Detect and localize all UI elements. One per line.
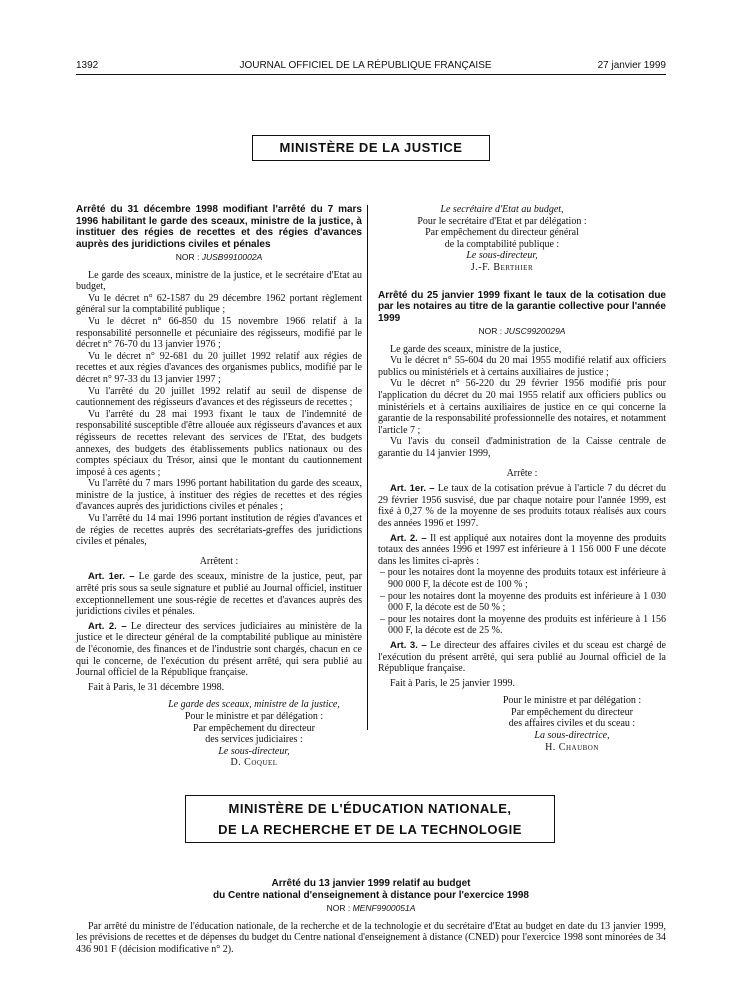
- arrete1-para: Vu le décret n° 62-1587 du 29 décembre 1962 portant règlement général sur la comptabilité publique ;: [76, 292, 362, 316]
- arrete1-signature-block: Le garde des sceaux, ministre de la justice, Pour le ministre et par délégation : Par empêchement du directeur des services judiciaires : Le sous-directeur, D. Coquel: [146, 699, 362, 769]
- arrete1-fait: Fait à Paris, le 31 décembre 1998.: [88, 681, 225, 693]
- ministry-education-box: [185, 795, 555, 843]
- arrete3-nor: NOR : MENF9900051A: [326, 903, 416, 913]
- arrete1-title: Arrêté du 31 décembre 1998 modifiant l'arrêté du 7 mars 1996 habilitant le garde des sceaux, ministre de la justice, à instituer des régies de recettes et des régies d'avances auprès des juridictions civiles et pénales: [76, 204, 362, 250]
- arrete2-para: Vu le décret n° 56-220 du 29 février 1956 modifié pris pour l'application du décret du 20 mai 1955 relatif aux officiers publics ou ministériels et à certains auxiliaires de justice en ce qui concerne la garantie de la responsabilité professionnelle des notaires, et notamment l'article 7 ;: [378, 378, 666, 436]
- arrete1-nor: NOR : JUSB9910002A: [175, 252, 263, 262]
- arrete1-article-1: Art. 1er. – Le garde des sceaux, ministre de la justice, peut, par arrêté pris sous sa seule signature et publié au Journal officiel, instituer exceptionnellement une sous-régie de recettes et d'avances auprès des juridictions civiles et pénales.: [76, 571, 362, 618]
- arrete2-para: Le garde des sceaux, ministre de la justice,: [390, 343, 562, 355]
- arrete2-signature-block: Pour le ministre et par délégation : Par empêchement du directeur des affaires civiles et du sceau : La sous-directrice, H. Chaubon: [478, 695, 666, 753]
- arrete2-para: Vu le décret n° 55-604 du 20 mai 1955 modifié relatif aux officiers publics ou ministériels et à certains auxiliaires de justice ;: [378, 355, 666, 378]
- left-column: [76, 204, 362, 769]
- signatory-name: H. Chaubon: [545, 741, 599, 753]
- signatory-name: D. Coquel: [230, 757, 278, 769]
- arrete1-para: Vu le décret n° 66-850 du 15 novembre 1966 relatif à la responsabilité personnelle et pécuniaire des régisseurs, modifié par le décret n° 76-70 du 13 janvier 1976 ;: [76, 315, 362, 351]
- arrete1-para: Vu l'arrêté du 20 juillet 1992 relatif au seuil de dispense de cautionnement des régisseurs d'avances et des régisseurs de recettes ;: [76, 385, 362, 409]
- arrete2-nor-code: JUSC9920029A: [504, 326, 566, 337]
- ministry-justice-title: MINISTÈRE DE LA JUSTICE: [279, 140, 463, 155]
- arrete1-para: Vu l'arrêté du 28 mai 1993 fixant le taux de l'indemnité de responsabilité susceptible d'être allouée aux régisseurs d'avances et aux régisseurs de recettes relevant des services de l'Etat, des budgets annexes, des budgets des établissements publics nationaux ou des comptes spéciaux du Trésor, ainsi que le montant du cautionnement imposé à ces agents ;: [76, 408, 362, 478]
- arrete1-arretent: Arrêtent :: [199, 555, 239, 567]
- arrete2-article-1: Art. 1er. – Le taux de la cotisation prévue à l'article 7 du décret du 29 février 1956 susvisé, due par chaque notaire pour l'année 1999, est fixé à 0,27 % de la moyenne de ses produits totaux réalisés aux cours des années 1996 et 1997.: [378, 483, 666, 529]
- arrete2-nor: NOR : JUSC9920029A: [478, 326, 566, 337]
- right-column: [378, 204, 666, 753]
- ministry-education-line2: DE LA RECHERCHE ET DE LA TECHNOLOGIE: [218, 822, 522, 837]
- arrete3-nor-code: MENF9900051A: [352, 903, 416, 913]
- signatory-name: J.-F. Berthier: [470, 261, 534, 273]
- arrete3-section: [76, 878, 666, 955]
- arrete3-title-line1: Arrêté du 13 janvier 1999 relatif au budget: [271, 878, 471, 889]
- arrete1-para: Vu l'arrêté du 14 mai 1996 portant institution de régies d'avances et de régies de recettes auprès des secrétariats-greffes des juridictions civiles et pénales,: [76, 513, 362, 548]
- arrete2-bullet: – pour les notaires dont la moyenne des produits est inférieure à 1 030 000 F, la décote est de 50 % ;: [380, 590, 666, 614]
- ministry-education-line1: MINISTÈRE DE L'ÉDUCATION NATIONALE,: [228, 801, 512, 816]
- column-divider: [367, 205, 368, 730]
- arrete3-title-line2: du Centre national d'enseignement à distance pour l'exercice 1998: [213, 889, 529, 901]
- arrete1-para: Vu l'arrêté du 7 mars 1996 portant habilitation du garde des sceaux, ministre de la justice, à instituer des régies de recettes et des régies d'avances auprès des juridictions civiles et pénales ;: [76, 478, 362, 513]
- arrete1-signature-block-2: Le secrétaire d'Etat au budget, Pour le secrétaire d'Etat et par délégation : Par empêchement du directeur général de la comptabilité publique : Le sous-directeur, J.-F. Berthier: [378, 204, 626, 274]
- arrete2-article-2: Art. 2. – Il est appliqué aux notaires dont la moyenne des produits totaux des années 1996 et 1997 est inférieure à 1 156 000 F une décote dans les limites ci-après :: [378, 532, 666, 567]
- ministry-justice-box: [252, 135, 490, 161]
- arrete1-article-2: Art. 2. – Le directeur des services judiciaires au ministère de la justice et le directeur général de la comptabilité publique au ministère de l'économie, des finances et de l'industrie sont chargés, chacun en ce qui le concerne, de l'exécution du présent arrêté, qui sera publié au Journal officiel de la République française.: [76, 620, 362, 679]
- page-number: 1392: [76, 60, 99, 71]
- arrete2-bullet: – pour les notaires dont la moyenne des produits est inférieure à 1 156 000 F, la décote est de 25 %.: [380, 613, 666, 637]
- header-rule: [76, 74, 666, 75]
- journal-title: JOURNAL OFFICIEL DE LA RÉPUBLIQUE FRANÇAISE: [239, 60, 492, 71]
- arrete1-para: Vu le décret n° 92-681 du 20 juillet 1992 relatif aux régies de recettes et aux régies d'avances des organismes publics, modifié par le décret n° 97-33 du 13 janvier 1997 ;: [76, 350, 362, 385]
- arrete2-para: Vu l'avis du conseil d'administration de la Caisse centrale de garantie du 14 janvier 1999,: [378, 436, 666, 459]
- arrete2-fait: Fait à Paris, le 25 janvier 1999.: [390, 677, 515, 689]
- arrete2-article-3: Art. 3. – Le directeur des affaires civiles et du sceau est chargé de l'exécution du présent arrêté, qui sera publié au Journal officiel de la République française.: [378, 639, 666, 675]
- arrete2-arrete: Arrête :: [506, 467, 538, 479]
- arrete2-title: Arrêté du 25 janvier 1999 fixant le taux de la cotisation due par les notaires au titre de la garantie collective pour l'année 1999: [378, 289, 666, 324]
- arrete1-nor-code: JUSB9910002A: [201, 252, 263, 262]
- arrete3-text: Par arrêté du ministre de l'éducation nationale, de la recherche et de la technologie et du secrétaire d'Etat au budget en date du 13 janvier 1999, les prévisions de recettes et de dépenses du budget du Centre national d'enseignement à distance (CNED) pour l'exercice 1998 sont minorées de 34 436 901 F (décision modificative n° 2).: [76, 920, 666, 955]
- arrete1-para: Le garde des sceaux, ministre de la justice, et le secrétaire d'Etat au budget,: [76, 269, 362, 293]
- issue-date: 27 janvier 1999: [597, 60, 666, 71]
- arrete2-bullet: – pour les notaires dont la moyenne des produits totaux est inférieure à 900 000 F, la décote est de 100 % ;: [380, 567, 666, 590]
